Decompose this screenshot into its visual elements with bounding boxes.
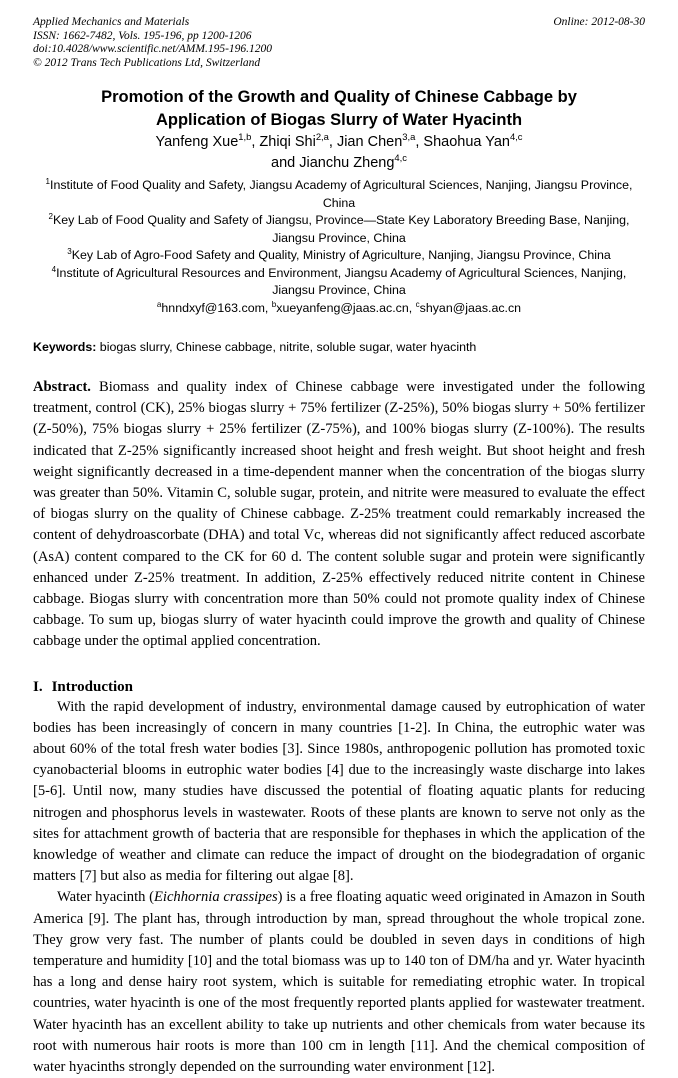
authors-line-1: Yanfeng Xue$^{1,b}$, Zhiqi Shi$^{2,a}$, Jian Chen$^{3,a}$, Shaohua Yan$^{4,c}$ <box>155 131 523 150</box>
affiliation-4: $^4$Institute of Agricultural Resources and Environment, Jiangsu Academy of Agricultural Sciences, Nanjing, Jiangsu Province, China <box>51 264 627 297</box>
journal-copyright-line: © 2012 Trans Tech Publications Ltd, Switzerland <box>33 56 261 69</box>
affiliation-1: $^1$Institute of Food Quality and Safety, Jiangsu Academy of Agricultural Sciences, Nanjing, Jiangsu Province, China <box>45 176 633 210</box>
online-date: Online: 2012-08-30 <box>553 16 645 28</box>
keywords-label: Keywords: <box>33 340 97 354</box>
intro-paragraph-1: With the rapid development of industry, environmental damage caused by eutrophication of water bodies has been increasingly of concern in many countries [1-2]. In China, the eutrophic water was about 60% of the total fresh water bodies [3]. Since 1980s, anthropogenic pollution has promoted toxic cyanobacterial blooms in eutrophic water bodies [4] due to the increasingly waste discharge into lakes [5-6]. Until now, many studies have discussed the potential of floating aquatic plants for reducing nitrogen and phosphorus levels in wastewater. Roots of these plants are known to serve not only as the sites for attachment growth of bacteria that are responsible for thephases in which the application of the knowledge of weather and climate can reduce the impact of drought on the biodegradation of organic matters [7] but also as media for filtering out algae [8]. <box>33 698 645 885</box>
section-heading-introduction <box>33 677 645 697</box>
journal-issn-line: ISSN: 1662-7482, Vols. 195-196, pp 1200-1206 <box>33 29 252 42</box>
journal-name: Applied Mechanics and Materials <box>33 16 190 28</box>
keywords-line <box>33 339 645 356</box>
abstract-paragraph: Abstract. Biomass and quality index of Chinese cabbage were investigated under the following treatment, control (CK), 25% biogas slurry + 75% fertilizer (Z-25%), 50% biogas slurry + 50% fertilizer (Z-50%), 75% biogas slurry + 25% fertilizer (Z-75%), and 100% biogas slurry (Z-100%). The results indicated that Z-25% significantly increased shoot height and fresh weight. But shoot height and fresh weight significantly decreased in a time-dependent manner when the concentration of the biogas slurry was greater than 50%. Vitamin C, soluble sugar, protein, and nitrite were measured to evaluate the effect of biogas slurry on the quality of Chinese cabbage. Z-25% treatment could remarkably increased the content of dehydroascorbate (DHA) and total Vc, whereas did not significantly affect reduced ascorbate (AsA) content compared to the CK for 60 d. The content soluble sugar and protein were significantly enhanced under Z-25% treatment. In addition, Z-25% effectively reduced nitrite content in Chinese cabbage. Biogas slurry with concentration more than 50% could not promote quality index of Chinese cabbage. To sum up, biogas slurry of water hyacinth could improve the growth and quality of Chinese cabbage under the optimal applied concentration. <box>33 379 645 650</box>
journal-header <box>33 16 645 70</box>
journal-doi-line: doi:10.4028/www.scientific.net/AMM.195-196.1200 <box>33 43 273 55</box>
author-emails: $^a$hnndxyf@163.com, $^b$xueyanfeng@jaas.ac.cn, $^c$shyan@jaas.ac.cn <box>156 299 522 315</box>
affiliation-2: $^2$Key Lab of Food Quality and Safety of Jiangsu, Province—State Key Laboratory Breeding Base, Nanjing, Jiangsu Province, China <box>48 211 630 245</box>
authors-line-2: and Jianchu Zheng$^{4,c}$ <box>271 152 407 171</box>
affiliation-3: $^3$Key Lab of Agro-Food Safety and Quality, Ministry of Agriculture, Nanjing, Jiangsu Province, China <box>67 246 611 262</box>
intro-paragraph-2: Water hyacinth (Eichhornia crassipes) is a free floating aquatic weed originated in Amazon in South America [9]. The plant has, through introduction by man, spread throughout the whole tropical zone. They grow very fast. The number of plants could be doubled in seven days in conditions of high temperature and humidity [10] and the total biomass was up to 140 ton of DM/ha and yr. Water hyacinth has a long and dense hairy root system, which is suitable for remediating etrophic water. In tropical countries, water hyacinth is one of the most frequently reported plants applied for wastewater treatment. Water hyacinth has an excellent ability to take up nutrients and other chemicals from water because its root with numerous hair roots is more than 100 cm in length [11]. And the chemical composition of water hyacinths strongly depended on the surrounding water environment [12]. <box>33 889 645 1076</box>
paper-title-line1: Promotion of the Growth and Quality of Chinese Cabbage by <box>101 88 577 106</box>
affiliations-block <box>33 177 645 317</box>
paper-title-line2: Application of Biogas Slurry of Water Hyacinth <box>155 111 523 129</box>
journal-header-left <box>33 16 272 70</box>
paper-title <box>33 86 645 174</box>
section-number: I. <box>33 678 43 695</box>
section-title: Introduction <box>51 678 134 695</box>
keywords-text: biogas slurry, Chinese cabbage, nitrite, soluble sugar, water hyacinth <box>96 340 477 354</box>
